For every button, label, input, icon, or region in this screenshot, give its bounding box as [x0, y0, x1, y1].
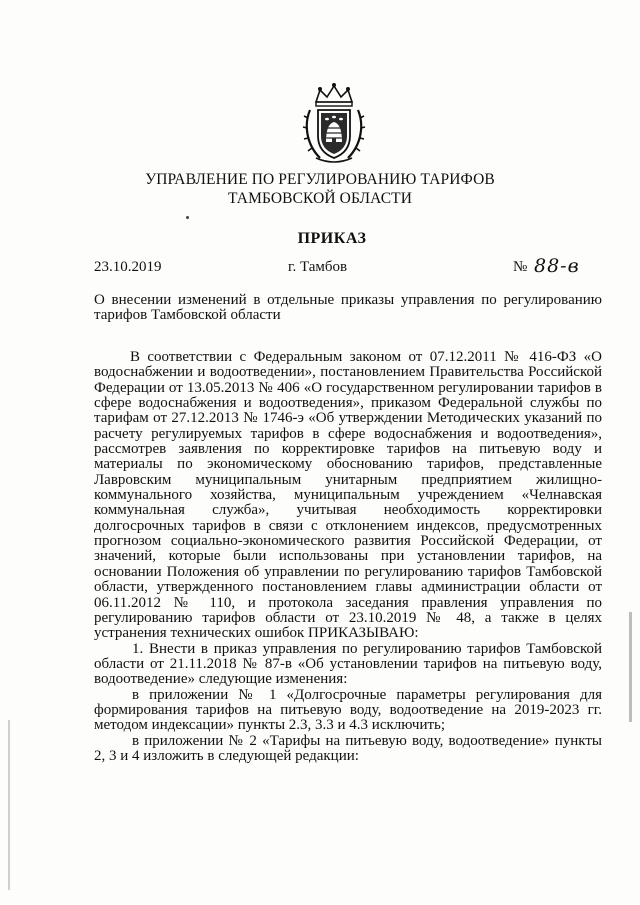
body-paragraph-preamble: В соответствии с Федеральным законом от 07.12.2011 № 416-ФЗ «О водоснабжении и водоотведении», постановлением Правительства Российской Федерации от 13.05.2013 № 406 «О государственном регулировании тарифов в сфере водоснабжения и водоотведения», приказом Федеральной службы по тарифам от 27.12.2013 № 1746-э «Об утверждении Методических указаний по расчету регулируемых тарифов в сфере водоснабжения и водоотведения», рассмотрев заявления по корректировке тарифов на питьевую воду и материалы по экономическому обоснованию тарифов, представленные Лавровским муниципальным унитарным предприятием жилищно-коммунального хозяйства, муниципальным учреждением «Челнавская коммунальная служба», учитывая необходимость корректировки долгосрочных тарифов в связи с отклонением индексов, предусмотренных прогнозом социально-экономического развития Российской Федерации, от значений, которые были использованы при установлении тарифов, на основании Положения об управлении по регулированию тарифов Тамбовской области, утвержденного постановлением главы администрации области от 06.11.2012 № 110, и протокола заседания правления управления по регулированию тарифов области от 23.10.2019 № 48, а также в целях устранения технических ошибок ПРИКАЗЫВАЮ: [94, 349, 602, 642]
body-paragraph-appendix-2: в приложении № 2 «Тарифы на питьевую воду, водоотведение» пункты 2, 3 и 4 изложить в следующей редакции: [94, 732, 602, 764]
document-meta-row [94, 255, 604, 283]
coat-of-arms-emblem [302, 82, 366, 166]
document-number-handwritten: 88-в [534, 255, 580, 277]
document-type-title: ПРИКАЗ [297, 230, 367, 247]
document-number-label: № [513, 259, 528, 275]
scan-edge-line-right [629, 612, 632, 722]
scan-edge-line-left [8, 720, 10, 890]
document-city: г. Тамбов [288, 259, 348, 275]
document-subject: О внесении изменений в отдельные приказы управления по регулированию тарифов Тамбовской области [94, 292, 602, 323]
agency-line-1: УПРАВЛЕНИЕ ПО РЕГУЛИРОВАНИЮ ТАРИФОВ [145, 171, 495, 188]
body-paragraph-appendix-1: в приложении № 1 «Долгосрочные параметры регулирования для формирования тарифов на питьевую воду, водоотведение на 2019-2023 гг. методом индексации» пункты 2.3, 3.3 и 4.3 исключить; [94, 686, 602, 734]
agency-line-2: ТАМБОВСКОЙ ОБЛАСТИ [228, 190, 412, 207]
agency-name [120, 170, 520, 208]
body-paragraph-item-1: 1. Внести в приказ управления по регулированию тарифов Тамбовской области от 21.11.2018 № 87-в «Об установлении тарифов на питьевую воду, водоотведение» следующие изменения: [94, 640, 602, 688]
document-body [94, 350, 602, 764]
scan-speck [186, 216, 189, 219]
document-date: 23.10.2019 [94, 259, 162, 275]
